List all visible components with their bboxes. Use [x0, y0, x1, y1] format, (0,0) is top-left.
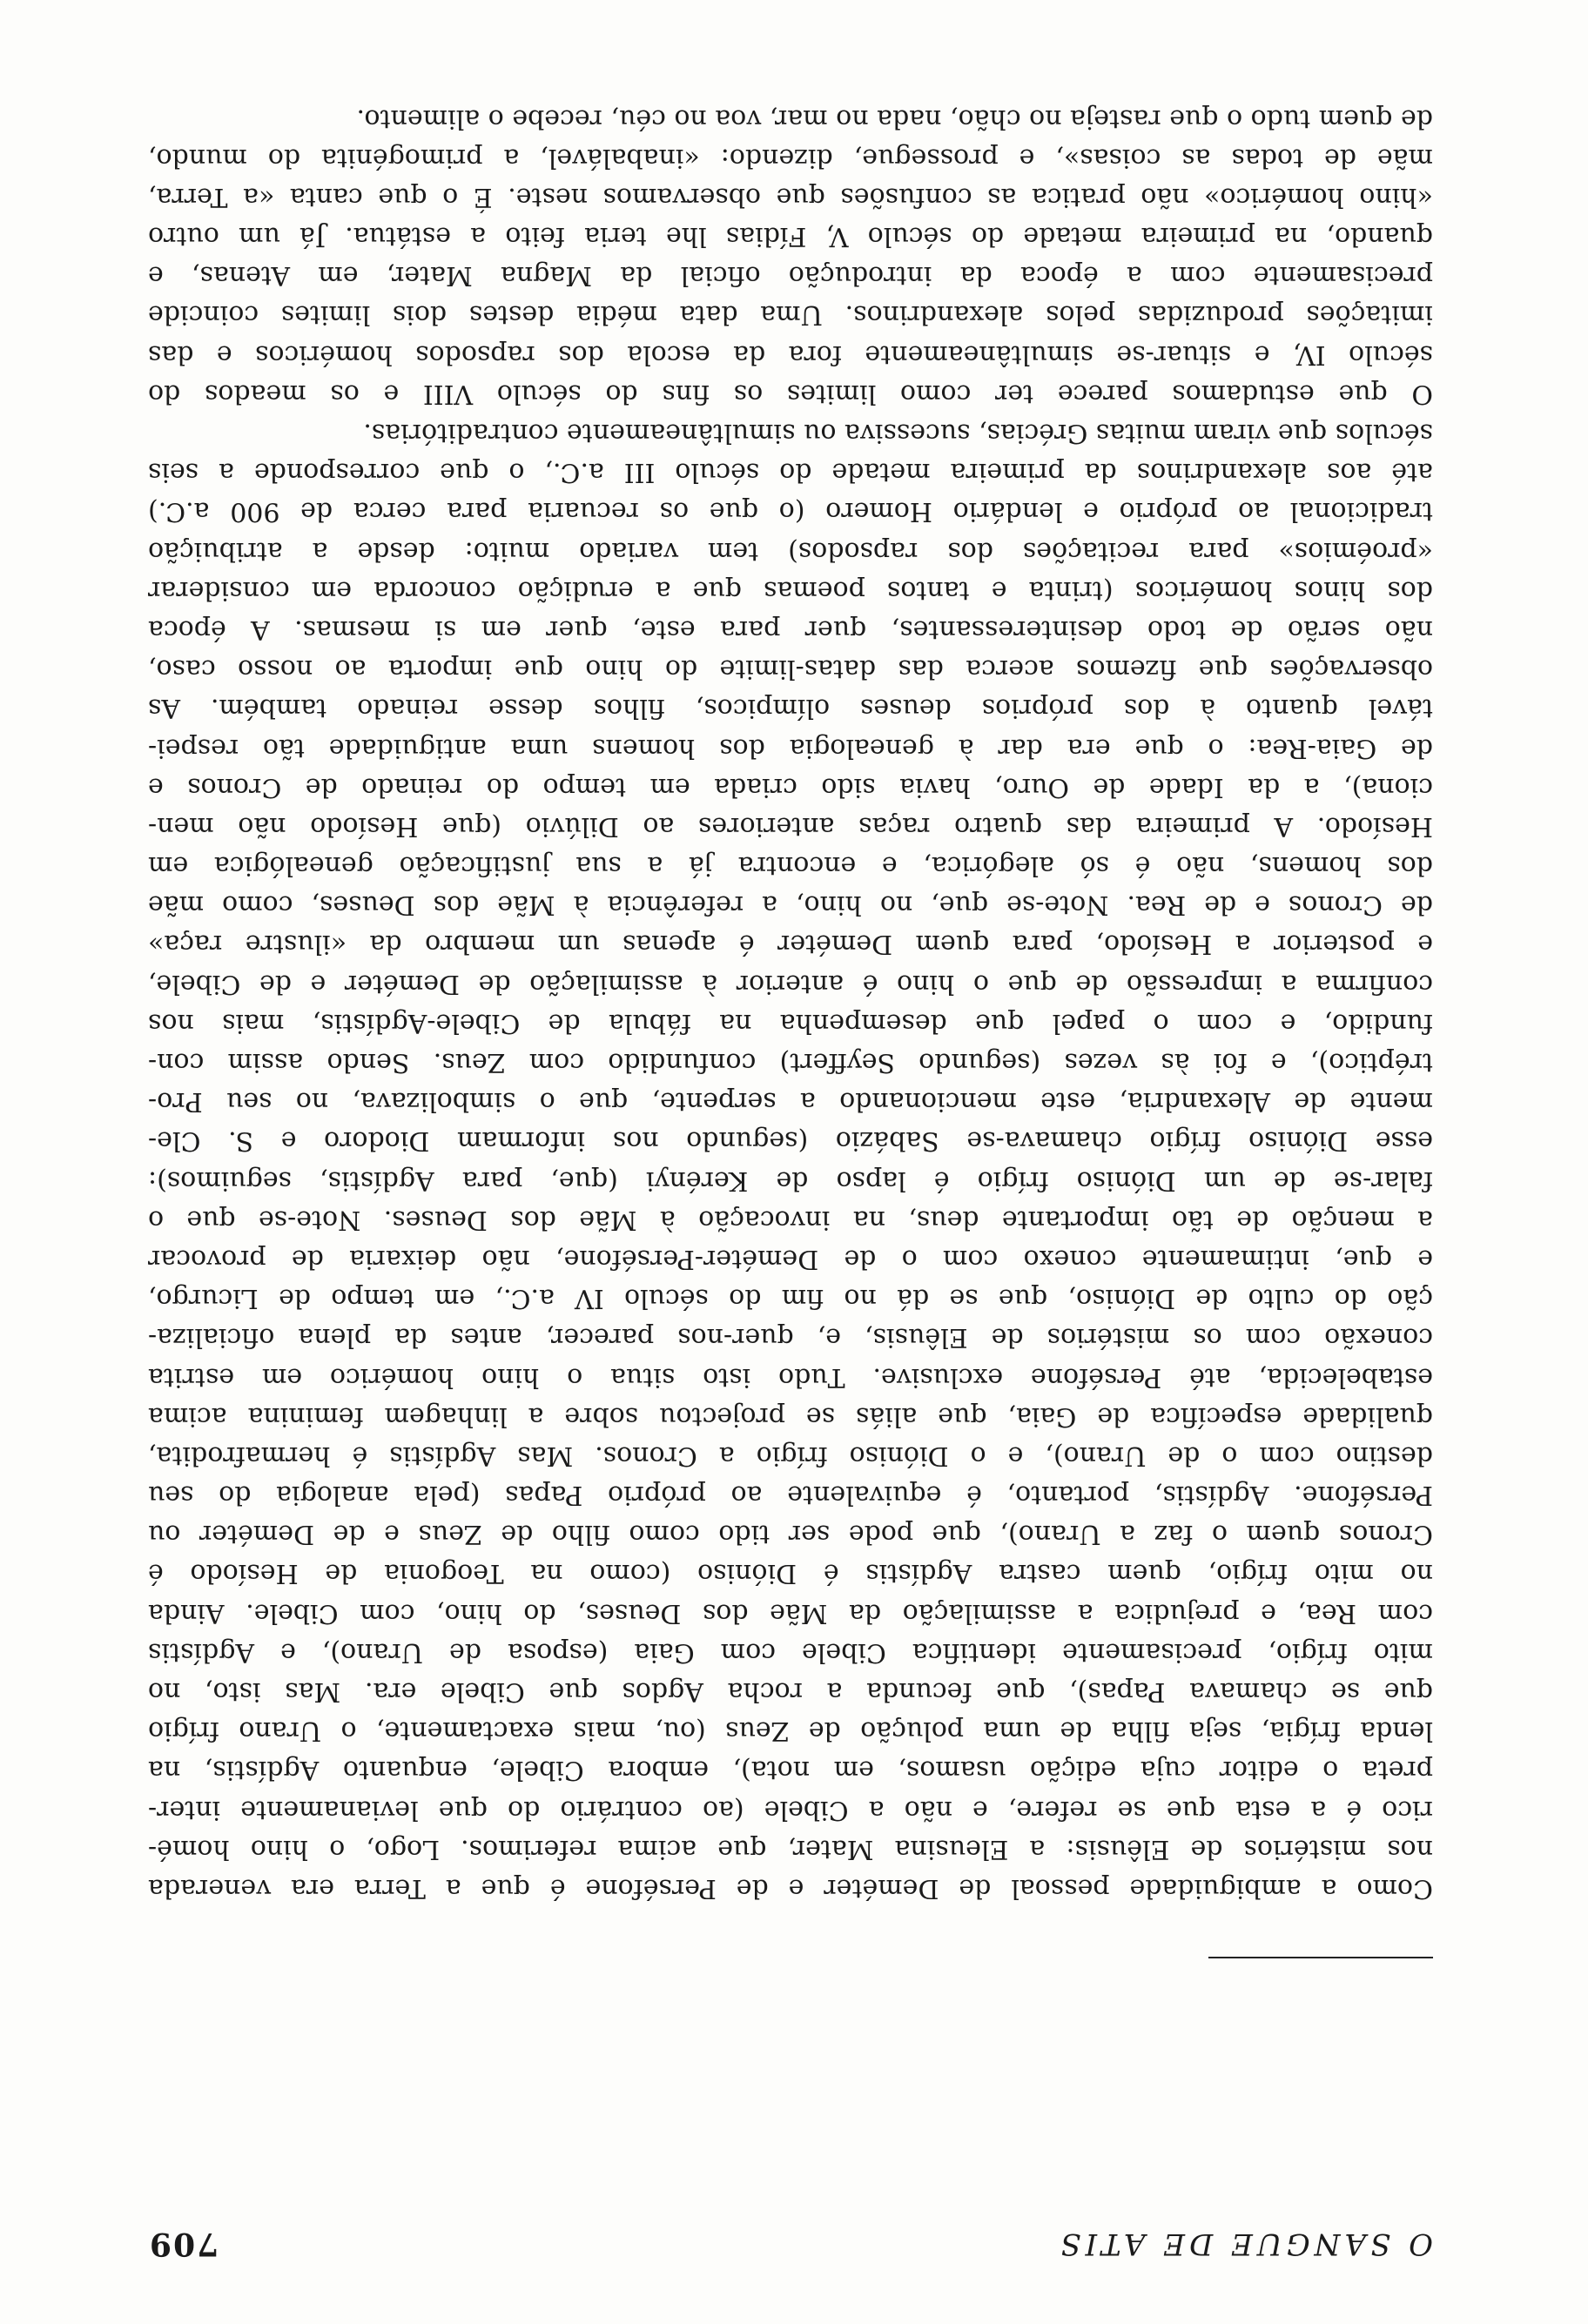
text-line: imitações produzidas pelos alexandrinos. Uma data média destes dois limites coincide [148, 299, 1433, 331]
text-line: mito frígio, precisamente identifica Cibele com Gaia (esposa de Urano), e Agdístis [148, 1636, 1433, 1668]
text-line: Cronos quem o faz a Urano), que pode ser tido como filho de Zeus e de Deméter ou [148, 1519, 1433, 1550]
text-line: e que, intimamente conexo com o de Deméter-Perséfone, não deixaria de provocar [148, 1244, 1433, 1274]
text-line: falar-se de um Dióniso frígio é lapso de Kerényi (que, para Agdístis, seguimos): [148, 1165, 1433, 1196]
running-title: O SANGUE DE ATIS [1056, 2227, 1433, 2261]
text-line: no mito frígio, quem castra Agdístis é Dióniso (como na Teogonia de Hesíodo é [148, 1558, 1433, 1589]
body-paragraphs [148, 98, 1433, 1908]
text-line: ção do culto de Dióniso, que se dá no fim do século IV a.C., em tempo de Licurgo, [148, 1283, 1433, 1314]
text-line: não serão de todo desinteressantes, quer para este, quer em si mesmas. A época [148, 615, 1433, 645]
text-line: «proémios» para recitações dos rapsodos) tem variado muito: desde a atribuição [148, 535, 1433, 567]
text-line: mãe de todas as coisas», e prossegue, dizendo: «inabalável, a primogénita do mundo, [148, 142, 1433, 173]
section-rule [1208, 1957, 1433, 1958]
text-line: Perséfone. Agdístis, portanto, é equivalente ao próprio Papas (pela analogia do seu [148, 1480, 1433, 1511]
text-line: de quem tudo o que rasteja no chão, nada no mar, voa no céu, recebe o alimento. [356, 103, 1433, 134]
text-line: dos homens, não é só alegórica, e encontra já a sua justificação genealógica em [148, 850, 1433, 882]
text-line: até aos alexandrinos da primeira metade do século III a.C., o que corresponde a seis [148, 457, 1433, 488]
text-line: dos hinos homéricos (trinta e tantos poemas que a erudição concorda em considerar [148, 574, 1433, 606]
text-line: confirma a impressão de que o hino é anterior à assimilação de Deméter e de Cibele, [148, 968, 1433, 999]
text-line: séculos que viram muitas Grécias, sucessiva ou simultâneamente contraditórias. [363, 418, 1433, 449]
text-line: precisamente com a época da introdução oficial da Magna Mater, em Atenas, e [148, 260, 1433, 292]
text-line: que se chamava Papas), que fecunda a rocha Agdos que Cibele era. Mas isto, no [148, 1676, 1433, 1708]
text-line: século IV, e situar-se simultâneamente fora da escola dos rapsodos homéricos e das [148, 339, 1433, 370]
text-line: nos mistérios de Elêusis: a Eleusina Mater, que acima referimos. Logo, o hino homé- [148, 1833, 1433, 1864]
text-line: lenda frígia, seja filha de uma polução de Zeus (ou, mais exactamente, o Urano frígio [148, 1716, 1433, 1747]
text-line: fundido, e com o papel que desempenha na fábula de Cibele-Agdístis, mais nos [148, 1007, 1433, 1038]
page-header [148, 2218, 1433, 2270]
text-line: quando, na primeira metade do século V, Fídias lhe teria feito a estátua. Já um outro [148, 221, 1433, 252]
text-line: destino com o de Urano), e o Dióniso frígio a Cronos. Mas Agdístis é hermafrodita, [148, 1440, 1433, 1471]
text-line: tável quanto à dos próprios deuses olímpicos, filhos desse reinado também. As [148, 693, 1433, 724]
text-line: tradicional ao próprio e lendário Homero (o que os recuaria para cerca de 900 a.C.) [148, 496, 1433, 527]
page-number: 709 [148, 2226, 219, 2262]
text-line: preta o editor cuja edição usamos, em nota), embora Cibele, enquanto Agdístis, na [148, 1755, 1433, 1786]
text-line: observações que fizemos acerca das datas-limite do hino que importa ao nosso caso, [148, 654, 1433, 685]
text-line: ciona), a da Idade de Ouro, havia sido criada em tempo do reinado de Cronos e [148, 771, 1433, 803]
text-line: e posterior a Hesíodo, para quem Deméter é apenas um membro da «ilustre raça» [148, 929, 1433, 960]
text-line: esse Dióniso frígio chamava-se Sabázio (segundo nos informam Diodoro e S. Cle- [148, 1125, 1433, 1157]
text-line: a menção de tão importante deus, na invocação à Mãe dos Deuses. Note-se que o [148, 1204, 1433, 1235]
text-line: O que estudamos parece ter como limites os fins do século VIII e os meados do [148, 378, 1433, 409]
text-line: mente de Alexandria, este mencionando a serpente, que o simbolizava, no seu Pro- [148, 1086, 1433, 1118]
text-line: conexão com os mistérios de Elêusis, e, quer-nos parecer, antes da plena oficializa- [148, 1322, 1433, 1353]
text-line: Como a ambiguidade pessoal de Deméter e de Perséfone é que a Terra era venerada [148, 1873, 1433, 1904]
text-line: «hino homérico» não pratica as confusões que observamos neste. É o que canta «a Terra, [148, 181, 1433, 212]
text-line: estabelecida, até Perséfone exclusive. Tudo isto situa o hino homérico em estrita [148, 1361, 1433, 1393]
text-line: tréptico), e foi às vezes (segundo Seyffert) confundido com Zeus. Sendo assim con- [148, 1047, 1433, 1078]
text-line: de Cronos e de Rea. Note-se que, no hino, a referência à Mãe dos Deuses, como mãe [148, 890, 1433, 921]
text-line: de Gaia-Rea: o que era dar à genealogia dos homens uma antiguidade tão respei- [148, 732, 1433, 763]
text-line: qualidade específica de Gaia, que aliás se projectou sobre a linhagem feminina acima [148, 1400, 1433, 1432]
text-line: rico é a esta que se refere, e não a Cibele (ao contrário do que levianamente inter- [148, 1794, 1433, 1825]
text-line: com Rea, e prejudica a assimilação da Mãe dos Deuses, do hino, com Cibele. Ainda [148, 1597, 1433, 1629]
text-line: Hesíodo. A primeira das quatro raças anteriores ao Dilúvio (que Hesíodo não men- [148, 810, 1433, 842]
